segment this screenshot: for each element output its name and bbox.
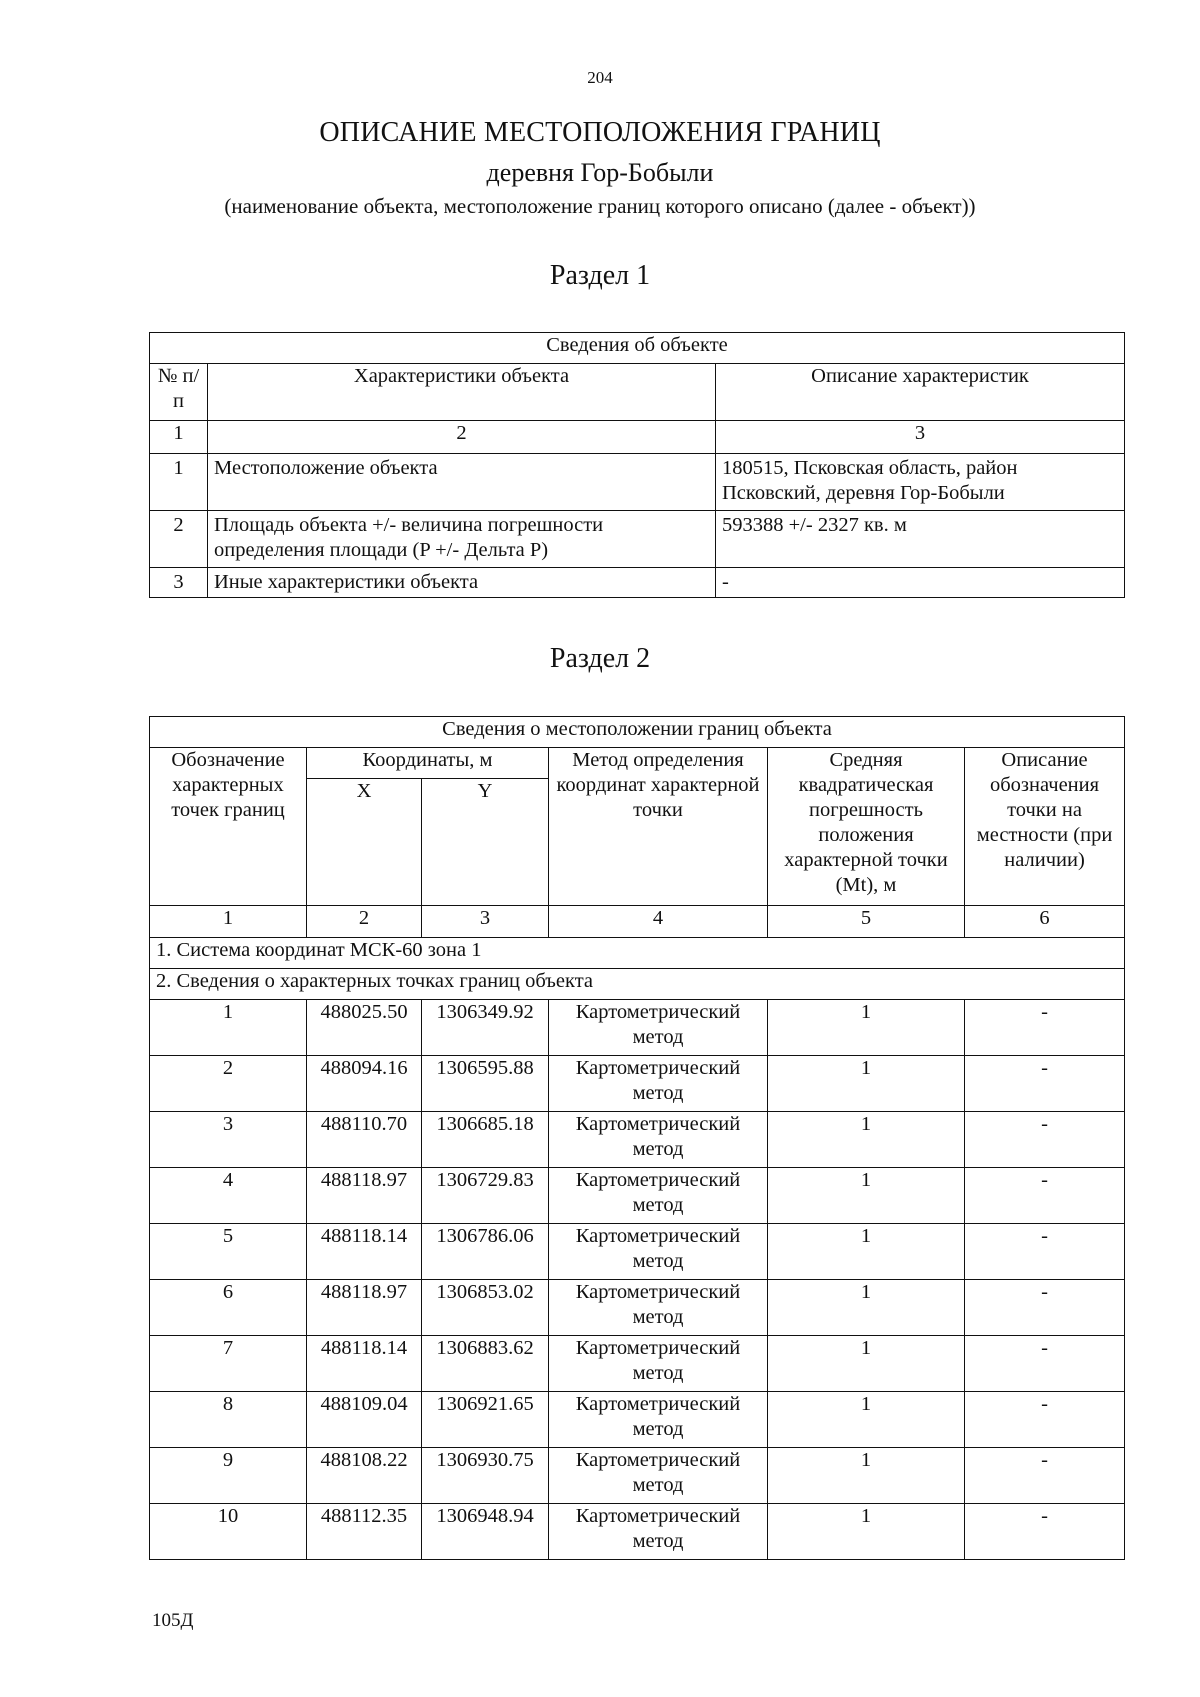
- point-description: -: [965, 1000, 1125, 1056]
- point-y: 1306349.92: [422, 1000, 549, 1056]
- point-description: -: [965, 1280, 1125, 1336]
- point-id: 6: [150, 1280, 307, 1336]
- point-x: 488094.16: [307, 1056, 422, 1112]
- point-mt: 1: [768, 1504, 965, 1560]
- column-number: 1: [150, 421, 208, 454]
- point-method: Картометрический метод: [549, 1000, 768, 1056]
- point-x: 488108.22: [307, 1448, 422, 1504]
- object-info-table: [149, 332, 1125, 598]
- point-y: 1306930.75: [422, 1448, 549, 1504]
- row-number: 3: [150, 568, 208, 598]
- point-y: 1306685.18: [422, 1112, 549, 1168]
- table-row: [150, 1000, 1125, 1056]
- table-row: [150, 454, 1125, 511]
- row-value: 180515, Псковская область, район Псковский, деревня Гор-Бобыли: [716, 454, 1125, 511]
- point-x: 488025.50: [307, 1000, 422, 1056]
- column-number: 3: [716, 421, 1125, 454]
- point-id: 3: [150, 1112, 307, 1168]
- column-number: 5: [768, 906, 965, 938]
- point-y: 1306948.94: [422, 1504, 549, 1560]
- section2-title: Раздел 2: [549, 643, 651, 674]
- point-id: 8: [150, 1392, 307, 1448]
- point-x: 488109.04: [307, 1392, 422, 1448]
- table-title: Сведения о местоположении границ объекта: [150, 717, 1125, 748]
- coordinate-system: 1. Система координат МСК-60 зона 1: [150, 938, 1125, 969]
- point-method: Картометрический метод: [549, 1392, 768, 1448]
- points-section-title: 2. Сведения о характерных точках границ объекта: [150, 969, 1125, 1000]
- header-y: Y: [422, 779, 549, 906]
- table-row: [150, 568, 1125, 598]
- point-id: 1: [150, 1000, 307, 1056]
- point-description: -: [965, 1224, 1125, 1280]
- point-method: Картометрический метод: [549, 1112, 768, 1168]
- point-y: 1306883.62: [422, 1336, 549, 1392]
- point-mt: 1: [768, 1448, 965, 1504]
- point-x: 488110.70: [307, 1112, 422, 1168]
- table-row: [150, 1280, 1125, 1336]
- point-method: Картометрический метод: [549, 1056, 768, 1112]
- point-description: -: [965, 1168, 1125, 1224]
- header-x: X: [307, 779, 422, 906]
- header-point-description: Описание обозначения точки на местности (при наличии): [965, 748, 1125, 906]
- column-number: 6: [965, 906, 1125, 938]
- header-method: Метод определения координат характерной точки: [549, 748, 768, 906]
- point-description: -: [965, 1112, 1125, 1168]
- header-number: № п/п: [150, 364, 208, 421]
- object-note: (наименование объекта, местоположение границ которого описано (далее - объект)): [224, 194, 976, 218]
- point-mt: 1: [768, 1280, 965, 1336]
- table-row: [150, 1112, 1125, 1168]
- row-characteristic: Площадь объекта +/- величина погрешности определения площади (P +/- Дельта P): [208, 511, 716, 568]
- column-number: 1: [150, 906, 307, 938]
- point-id: 10: [150, 1504, 307, 1560]
- table-row: [150, 1056, 1125, 1112]
- point-id: 5: [150, 1224, 307, 1280]
- point-mt: 1: [768, 1112, 965, 1168]
- point-id: 4: [150, 1168, 307, 1224]
- row-value: -: [716, 568, 1125, 598]
- point-description: -: [965, 1448, 1125, 1504]
- table-row: [150, 1448, 1125, 1504]
- point-x: 488118.97: [307, 1168, 422, 1224]
- point-id: 9: [150, 1448, 307, 1504]
- point-description: -: [965, 1336, 1125, 1392]
- header-coordinates: Координаты, м: [307, 748, 549, 779]
- table-row: [150, 511, 1125, 568]
- document-title: ОПИСАНИЕ МЕСТОПОЛОЖЕНИЯ ГРАНИЦ: [319, 117, 881, 148]
- row-value: 593388 +/- 2327 кв. м: [716, 511, 1125, 568]
- column-number: 3: [422, 906, 549, 938]
- point-x: 488112.35: [307, 1504, 422, 1560]
- point-mt: 1: [768, 1168, 965, 1224]
- point-description: -: [965, 1504, 1125, 1560]
- point-method: Картометрический метод: [549, 1336, 768, 1392]
- boundary-points-table: [149, 716, 1125, 1560]
- row-number: 2: [150, 511, 208, 568]
- point-x: 488118.14: [307, 1224, 422, 1280]
- point-description: -: [965, 1392, 1125, 1448]
- row-number: 1: [150, 454, 208, 511]
- header-error: Средняя квадратическая погрешность положения характерной точки (Mt), м: [768, 748, 965, 906]
- point-id: 2: [150, 1056, 307, 1112]
- point-method: Картометрический метод: [549, 1168, 768, 1224]
- point-method: Картометрический метод: [549, 1448, 768, 1504]
- table-row: [150, 1392, 1125, 1448]
- column-number: 2: [307, 906, 422, 938]
- point-y: 1306729.83: [422, 1168, 549, 1224]
- table-title: Сведения об объекте: [150, 333, 1125, 364]
- point-method: Картометрический метод: [549, 1280, 768, 1336]
- point-description: -: [965, 1056, 1125, 1112]
- column-number: 4: [549, 906, 768, 938]
- object-name: деревня Гор-Бобыли: [486, 158, 714, 187]
- point-id: 7: [150, 1336, 307, 1392]
- header-characteristic: Характеристики объекта: [208, 364, 716, 421]
- point-y: 1306853.02: [422, 1280, 549, 1336]
- point-method: Картометрический метод: [549, 1224, 768, 1280]
- row-characteristic: Местоположение объекта: [208, 454, 716, 511]
- table-row: [150, 1504, 1125, 1560]
- footer-code: 105Д: [152, 1610, 194, 1631]
- point-y: 1306786.06: [422, 1224, 549, 1280]
- point-x: 488118.14: [307, 1336, 422, 1392]
- row-characteristic: Иные характеристики объекта: [208, 568, 716, 598]
- table-row: [150, 1168, 1125, 1224]
- point-y: 1306921.65: [422, 1392, 549, 1448]
- point-mt: 1: [768, 1000, 965, 1056]
- point-mt: 1: [768, 1392, 965, 1448]
- point-y: 1306595.88: [422, 1056, 549, 1112]
- point-mt: 1: [768, 1336, 965, 1392]
- table-row: [150, 1224, 1125, 1280]
- header-points: Обозначение характерных точек границ: [150, 748, 307, 906]
- point-mt: 1: [768, 1056, 965, 1112]
- header-description: Описание характеристик: [716, 364, 1125, 421]
- column-number: 2: [208, 421, 716, 454]
- table-row: [150, 1336, 1125, 1392]
- point-mt: 1: [768, 1224, 965, 1280]
- page-number: 204: [587, 68, 613, 87]
- point-method: Картометрический метод: [549, 1504, 768, 1560]
- point-x: 488118.97: [307, 1280, 422, 1336]
- section1-title: Раздел 1: [549, 260, 651, 291]
